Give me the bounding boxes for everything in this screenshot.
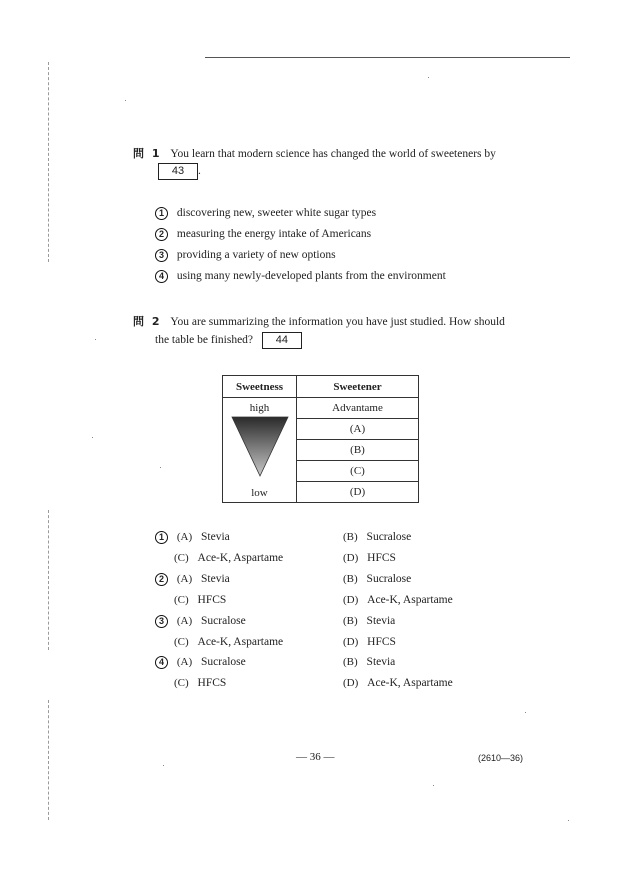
choice-d-value: HFCS bbox=[367, 636, 396, 648]
letter-c: (C) bbox=[174, 552, 189, 564]
q1-option-3[interactable] bbox=[155, 249, 336, 262]
q1-answer-line bbox=[154, 163, 201, 180]
choice-a-value: Stevia bbox=[201, 531, 230, 544]
sweetness-scale-cell bbox=[223, 398, 297, 503]
option-number-icon: 2 bbox=[155, 228, 168, 241]
choice-d-value: HFCS bbox=[367, 552, 396, 564]
letter-c: (C) bbox=[174, 677, 189, 689]
q2-choice-1[interactable] bbox=[155, 531, 230, 544]
choice-c-value: HFCS bbox=[197, 677, 227, 689]
letter-b: (B) bbox=[343, 573, 358, 585]
q2-choice-1-c bbox=[174, 552, 283, 564]
letter-c: (C) bbox=[174, 636, 189, 648]
letter-a: (A) bbox=[176, 531, 193, 544]
choice-c-value: Ace-K, Aspartame bbox=[197, 636, 284, 648]
q2-choice-3-b bbox=[343, 615, 395, 627]
choice-a-value: Stevia bbox=[201, 573, 230, 586]
choice-c-value: HFCS bbox=[197, 594, 227, 606]
q2-choice-1-b bbox=[343, 531, 411, 543]
choice-d-value: Ace-K, Aspartame bbox=[367, 594, 453, 606]
option-number-icon: 3 bbox=[155, 249, 168, 262]
option-number-icon: 1 bbox=[155, 207, 168, 220]
option-number-icon: 1 bbox=[155, 531, 168, 544]
q2-choice-4-c bbox=[174, 677, 226, 689]
q2-stem bbox=[133, 313, 505, 329]
q2-choice-4-b bbox=[343, 656, 395, 668]
q2-stem-text-2: the table be finished? bbox=[155, 334, 254, 347]
choice-b-value: Sucralose bbox=[366, 573, 412, 585]
option-number-icon: 3 bbox=[155, 615, 168, 628]
q1-answer-box[interactable]: 43 bbox=[158, 163, 198, 180]
choice-d-value: Ace-K, Aspartame bbox=[367, 677, 453, 689]
q1-period: . bbox=[198, 165, 201, 178]
q1-stem bbox=[133, 145, 496, 161]
letter-d: (D) bbox=[343, 636, 359, 648]
q2-choice-2[interactable] bbox=[155, 573, 230, 586]
q2-answer-box[interactable]: 44 bbox=[262, 332, 302, 349]
option-number-icon: 4 bbox=[155, 270, 168, 283]
q1-option-text: providing a variety of new options bbox=[176, 249, 336, 262]
sweetness-triangle-icon bbox=[230, 416, 290, 478]
q2-choice-4-d bbox=[343, 677, 453, 689]
col-header-sweetness: Sweetness bbox=[223, 376, 297, 398]
q2-choice-3-c bbox=[174, 636, 283, 648]
sweetness-table bbox=[222, 375, 419, 503]
q2-choice-2-d bbox=[343, 594, 453, 606]
q2-stem-line2 bbox=[155, 332, 302, 349]
row-a: (A) bbox=[297, 419, 419, 440]
q1-option-2[interactable] bbox=[155, 228, 371, 241]
row-c: (C) bbox=[297, 461, 419, 482]
row-d: (D) bbox=[297, 482, 419, 503]
letter-c: (C) bbox=[174, 594, 189, 606]
high-label: high bbox=[249, 402, 270, 414]
q2-choice-3-d bbox=[343, 636, 396, 648]
q2-number: 問 2 bbox=[133, 315, 162, 328]
letter-b: (B) bbox=[343, 615, 358, 627]
page-number: — 36 — bbox=[296, 751, 335, 763]
col-header-sweetener: Sweetener bbox=[297, 376, 419, 398]
q2-choice-2-c bbox=[174, 594, 226, 606]
q2-stem-text: You are summarizing the information you have just studied. How should bbox=[170, 316, 505, 328]
q1-number: 問 1 bbox=[133, 147, 162, 160]
letter-d: (D) bbox=[343, 552, 359, 564]
option-number-icon: 2 bbox=[155, 573, 168, 586]
choice-b-value: Sucralose bbox=[366, 531, 412, 543]
low-label: low bbox=[251, 487, 268, 499]
letter-a: (A) bbox=[176, 656, 193, 669]
row-advantame: Advantame bbox=[297, 398, 419, 419]
option-number-icon: 4 bbox=[155, 656, 168, 669]
choice-a-value: Sucralose bbox=[201, 656, 246, 669]
letter-a: (A) bbox=[176, 573, 193, 586]
q1-option-4[interactable] bbox=[155, 270, 446, 283]
q1-option-text: discovering new, sweeter white sugar types bbox=[176, 207, 377, 220]
letter-d: (D) bbox=[343, 677, 359, 689]
q1-option-1[interactable] bbox=[155, 207, 376, 220]
q2-choice-2-b bbox=[343, 573, 411, 585]
q1-stem-text: You learn that modern science has changed the world of sweeteners by bbox=[170, 148, 496, 160]
letter-a: (A) bbox=[176, 615, 193, 628]
letter-b: (B) bbox=[343, 656, 358, 668]
q1-option-text: measuring the energy intake of Americans bbox=[176, 228, 372, 241]
q1-option-text: using many newly-developed plants from the environment bbox=[176, 270, 446, 283]
q2-choice-3[interactable] bbox=[155, 615, 246, 628]
margin-rule-lower bbox=[48, 700, 49, 820]
choice-b-value: Stevia bbox=[366, 615, 396, 627]
choice-a-value: Sucralose bbox=[201, 615, 246, 628]
letter-b: (B) bbox=[343, 531, 358, 543]
margin-rule-upper bbox=[48, 62, 49, 262]
choice-c-value: Ace-K, Aspartame bbox=[197, 552, 284, 564]
choice-b-value: Stevia bbox=[366, 656, 396, 668]
letter-d: (D) bbox=[343, 594, 359, 606]
q2-choice-1-d bbox=[343, 552, 396, 564]
row-b: (B) bbox=[297, 440, 419, 461]
page-code: (2610—36) bbox=[478, 753, 524, 763]
margin-rule-middle bbox=[48, 510, 49, 650]
header-rule bbox=[205, 57, 570, 58]
q2-choice-4[interactable] bbox=[155, 656, 246, 669]
